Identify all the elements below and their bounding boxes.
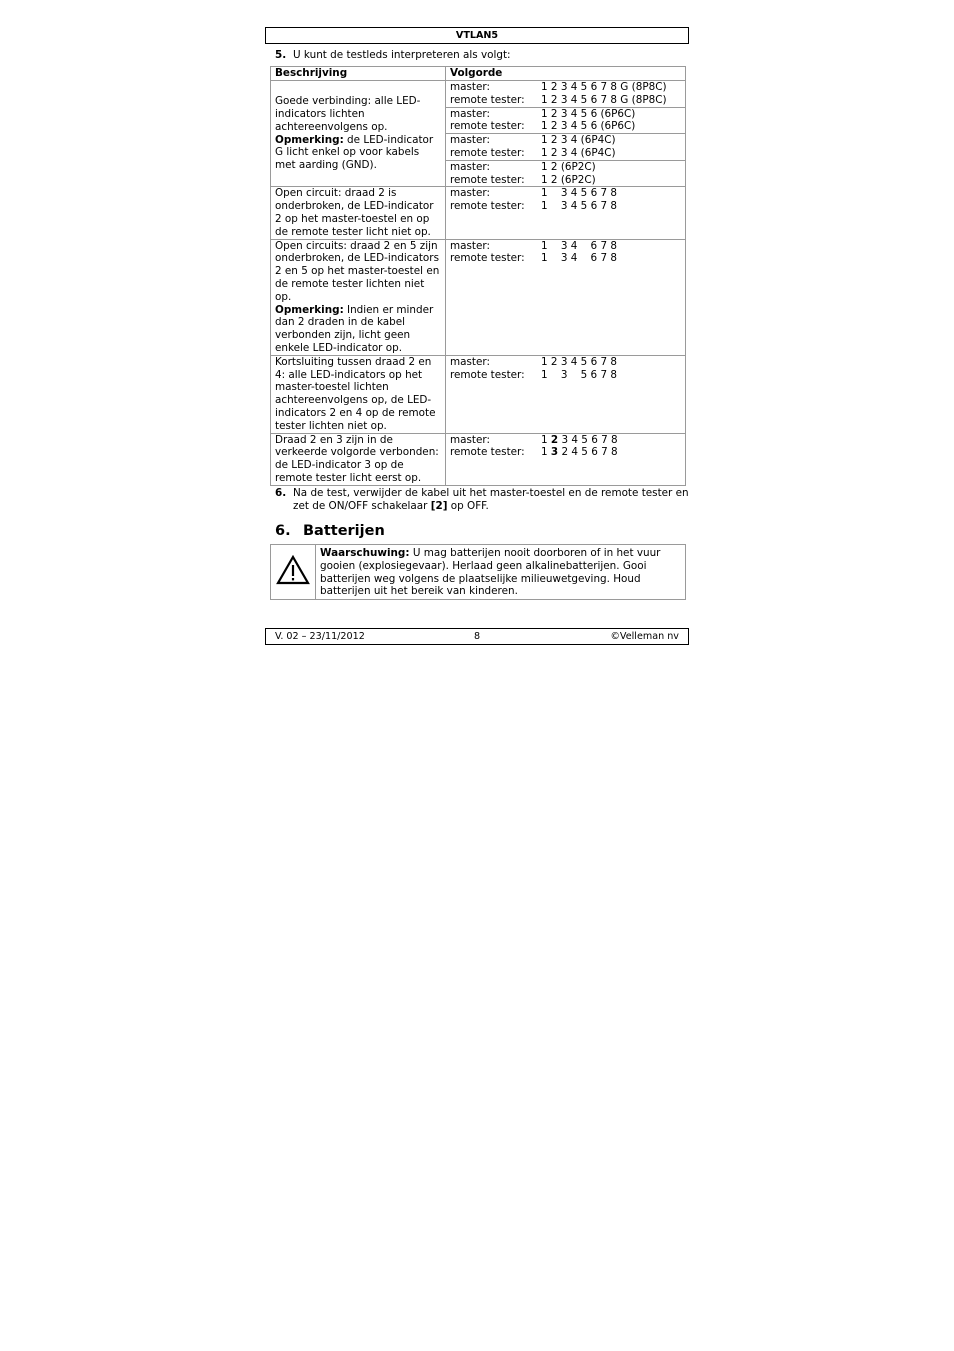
remote-label: remote tester: bbox=[450, 200, 525, 213]
master-sequence-highlight: 2 bbox=[550, 433, 559, 446]
table-row bbox=[271, 433, 686, 485]
warning-label: Waarschuwing: bbox=[320, 547, 410, 559]
section-heading bbox=[275, 522, 385, 540]
row2-order bbox=[446, 187, 686, 239]
remote-sequence: 1 2 (6P2C) bbox=[541, 173, 596, 186]
step-5-text: U kunt de testleds interpreteren als volgt: bbox=[293, 49, 511, 61]
warning-box bbox=[270, 544, 686, 600]
remote-sequence-start: 1 bbox=[541, 446, 551, 459]
footer-version: V. 02 – 23/11/2012 bbox=[275, 631, 365, 642]
remote-label: remote tester: bbox=[450, 252, 525, 265]
column-header-description: Beschrijving bbox=[271, 67, 446, 81]
master-sequence: 1 2 (6P2C) bbox=[541, 160, 596, 173]
row1-block-6p2c bbox=[446, 161, 685, 187]
remote-sequence: 1 3 5 6 7 8 bbox=[541, 368, 617, 381]
footer-page-number: 8 bbox=[474, 631, 481, 642]
step-6-text-a: Na de test, verwijder de kabel uit het master-toestel en de remote tester en zet de ON/OFF schakelaar bbox=[293, 487, 689, 512]
row5-description: Draad 2 en 3 zijn in de verkeerde volgorde verbonden: de LED-indicator 3 op de remote tester licht eerst op. bbox=[271, 433, 446, 485]
master-label: master: bbox=[450, 433, 490, 446]
remote-label: remote tester: bbox=[450, 446, 525, 459]
table-row bbox=[271, 355, 686, 433]
remote-sequence: 1 2 3 4 5 6 (6P6C) bbox=[541, 120, 636, 133]
step-5-number: 5. bbox=[275, 49, 287, 61]
row3-desc-main: Open circuits: draad 2 en 5 zijn onderbroken, de LED-indicators 2 en 5 op het master-toestel en de remote tester lichten niet op. bbox=[275, 239, 440, 303]
master-sequence: 1 2 3 4 5 6 7 8 G (8P8C) bbox=[541, 81, 667, 93]
row1-note-text: de LED-indicator G licht enkel op voor kabels met aarding (GND). bbox=[275, 133, 434, 172]
remote-sequence: 1 3 4 5 6 7 8 bbox=[541, 200, 618, 213]
row3-description bbox=[271, 239, 446, 355]
step-6-number: 6. bbox=[275, 487, 287, 499]
row1-desc-main: Goede verbinding: alle LED-indicators lichten achtereenvolgens op. bbox=[275, 95, 421, 133]
warning-text: U mag batterijen nooit doorboren of in het vuur gooien (explosiegevaar). Herlaad geen alkalinebatterijen. Gooi batterijen weg volgens de plaatselijke milieuwetgeving. Houd batterijen uit het bereik van kinderen. bbox=[320, 547, 661, 598]
row5-order bbox=[446, 433, 686, 485]
remote-sequence-highlight: 3 bbox=[550, 446, 559, 459]
section-number: 6. bbox=[275, 523, 291, 539]
master-sequence: 1 2 3 4 (6P4C) bbox=[541, 134, 616, 147]
row1-order bbox=[446, 81, 686, 187]
warning-text-cell bbox=[316, 545, 686, 600]
warning-triangle-icon bbox=[276, 555, 310, 585]
remote-label: remote tester: bbox=[450, 146, 525, 159]
master-label: master: bbox=[450, 239, 490, 252]
manual-page bbox=[265, 27, 689, 642]
row3-order bbox=[446, 239, 686, 355]
master-label: master: bbox=[450, 81, 490, 93]
remote-sequence-end: 2 4 5 6 7 8 bbox=[558, 446, 618, 459]
remote-label: remote tester: bbox=[450, 93, 525, 106]
remote-sequence: 1 3 4 6 7 8 bbox=[541, 252, 617, 265]
row2-description: Open circuit: draad 2 is onderbroken, de LED-indicator 2 op het master-toestel en op de remote tester licht niet op. bbox=[271, 187, 446, 239]
warning-icon-cell bbox=[271, 545, 316, 600]
remote-sequence: 1 2 3 4 (6P4C) bbox=[541, 146, 616, 159]
table-row bbox=[271, 187, 686, 239]
led-interpretation-table bbox=[270, 66, 686, 486]
row1-note-label: Opmerking: bbox=[275, 133, 344, 146]
master-sequence: 1 2 3 4 5 6 (6P6C) bbox=[541, 107, 636, 120]
master-label: master: bbox=[450, 187, 490, 200]
row4-description: Kortsluiting tussen draad 2 en 4: alle LED-indicators op het master-toestel lichten achtereenvolgens op, de LED-indicators 2 en 4 op de remote tester lichten niet op. bbox=[271, 355, 446, 433]
row1-block-6p6c bbox=[446, 108, 685, 135]
master-sequence-end: 3 4 5 6 7 8 bbox=[558, 433, 618, 446]
page-footer bbox=[265, 628, 689, 645]
master-sequence: 1 2 3 4 5 6 7 8 bbox=[541, 355, 618, 368]
row1-description bbox=[271, 81, 446, 187]
column-header-order: Volgorde bbox=[446, 67, 686, 81]
remote-label: remote tester: bbox=[450, 120, 525, 133]
section-title: Batterijen bbox=[303, 523, 385, 539]
step-5 bbox=[275, 49, 689, 62]
header-title: VTLAN5 bbox=[455, 30, 499, 41]
step-6-text-b: op OFF. bbox=[447, 499, 489, 512]
row4-order bbox=[446, 355, 686, 433]
row3-note-label: Opmerking: bbox=[275, 303, 344, 316]
step-6-text bbox=[293, 487, 689, 513]
step-6 bbox=[275, 487, 689, 513]
table-header-row bbox=[271, 67, 686, 81]
master-sequence: 1 3 4 6 7 8 bbox=[541, 239, 617, 252]
row1-block-6p4c bbox=[446, 134, 685, 161]
table-row bbox=[271, 239, 686, 355]
master-label: master: bbox=[450, 134, 490, 147]
row1-block-8p8c bbox=[446, 81, 685, 108]
footer-copyright: ©Velleman nv bbox=[610, 631, 679, 642]
remote-label: remote tester: bbox=[450, 368, 525, 381]
row3-note-text: Indien er minder dan 2 draden in de kabel verbonden zijn, licht geen enkele LED-indicator op. bbox=[275, 303, 434, 354]
table-row bbox=[271, 81, 686, 187]
master-label: master: bbox=[450, 355, 490, 368]
master-label: master: bbox=[450, 107, 490, 120]
page-header bbox=[265, 27, 689, 44]
remote-sequence: 1 2 3 4 5 6 7 8 G (8P8C) bbox=[541, 93, 667, 106]
master-sequence-start: 1 bbox=[541, 433, 551, 446]
master-sequence: 1 3 4 5 6 7 8 bbox=[541, 187, 618, 200]
master-label: master: bbox=[450, 160, 490, 173]
remote-label: remote tester: bbox=[450, 173, 525, 186]
switch-reference: [2] bbox=[430, 499, 448, 512]
